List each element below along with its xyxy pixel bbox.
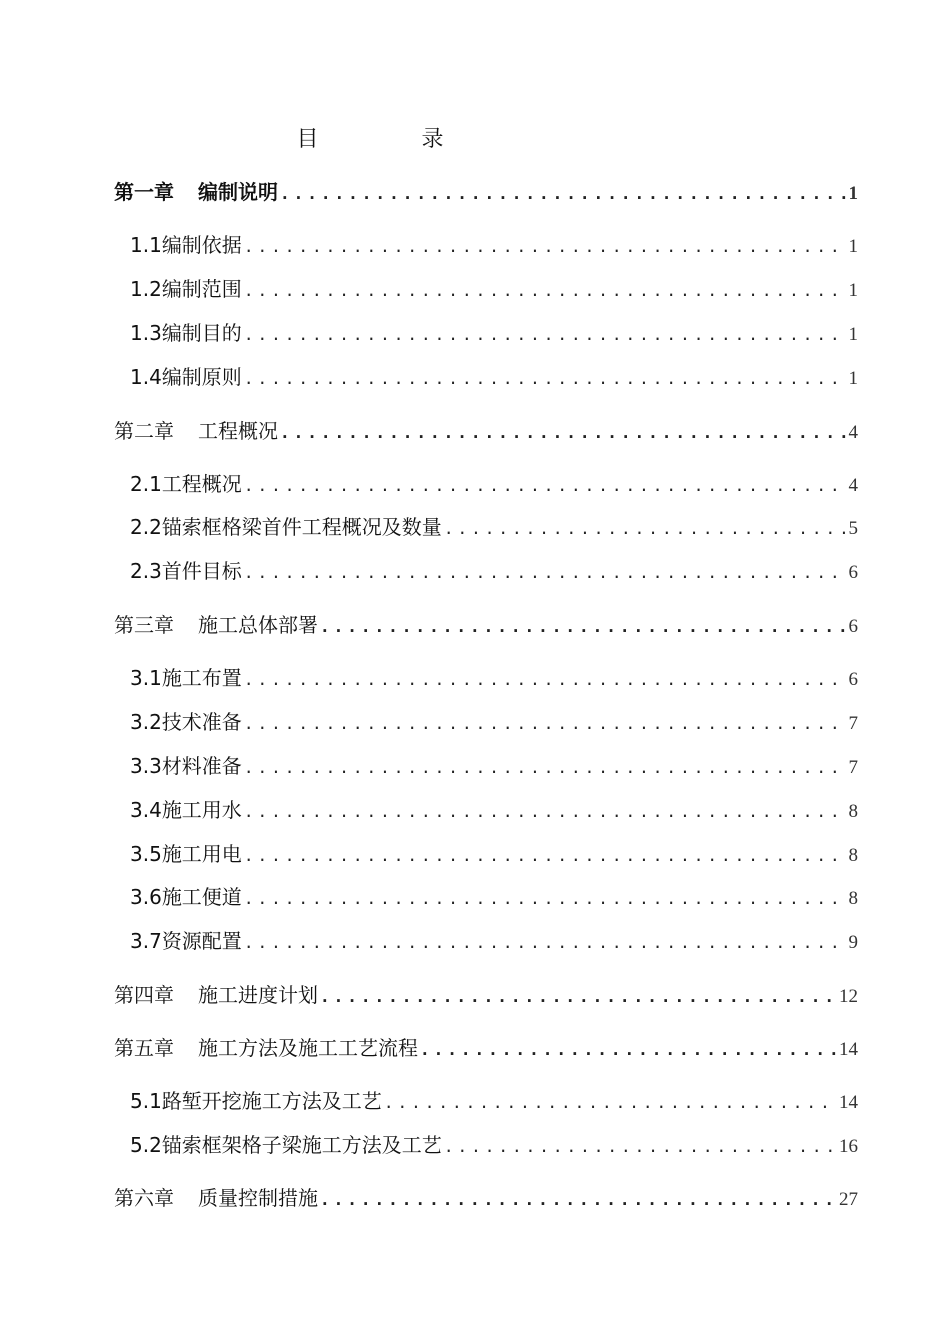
entry-title: 编制说明 — [198, 180, 278, 204]
page-number: 4 — [848, 422, 858, 443]
toc-chapter-entry[interactable] — [114, 416, 858, 446]
toc-section-entry[interactable] — [130, 1130, 858, 1160]
entry-text — [130, 751, 242, 781]
toc-title: 目 录 — [296, 127, 492, 152]
entry-title: 施工用电 — [161, 842, 242, 866]
entry-number: 1.4 — [130, 365, 162, 389]
entry-title: 施工布置 — [161, 666, 242, 690]
toc-chapter-entry[interactable] — [114, 610, 858, 640]
entry-text — [130, 882, 242, 912]
entry-text — [130, 795, 242, 825]
entry-number: 第一章 — [114, 180, 174, 204]
page-number: 8 — [848, 845, 858, 866]
entry-text — [114, 610, 318, 640]
dot-leader — [244, 797, 847, 827]
page-number: 1 — [848, 236, 858, 257]
dot-leader — [244, 665, 847, 695]
entry-text — [130, 362, 242, 392]
entry-title: 锚索框格梁首件工程概况及数量 — [161, 515, 442, 539]
toc-section-entry[interactable] — [130, 926, 858, 956]
entry-title: 资源配置 — [161, 929, 242, 953]
entry-text — [130, 926, 242, 956]
dot-leader — [320, 982, 837, 1012]
page-number: 27 — [839, 1189, 858, 1210]
entry-title: 质量控制措施 — [198, 1186, 318, 1210]
page-number: 1 — [848, 368, 858, 389]
entry-title: 材料准备 — [161, 754, 242, 778]
page-number: 9 — [848, 932, 858, 953]
entry-number: 2.3 — [130, 559, 162, 583]
entry-text — [130, 556, 242, 586]
toc-chapter-entry[interactable] — [114, 1033, 858, 1063]
entry-text — [130, 707, 242, 737]
entry-title: 施工方法及施工工艺流程 — [198, 1036, 418, 1060]
entry-number: 5.2 — [130, 1133, 162, 1157]
entry-text — [130, 318, 242, 348]
dot-leader — [244, 320, 847, 350]
page-number: 1 — [848, 183, 858, 204]
dot-leader — [244, 709, 847, 739]
page-number: 1 — [848, 324, 858, 345]
page-number: 8 — [848, 801, 858, 822]
entry-number: 第五章 — [114, 1036, 174, 1060]
entry-number: 第三章 — [114, 613, 174, 637]
entry-number: 第二章 — [114, 419, 174, 443]
page-number: 5 — [848, 518, 858, 539]
toc-chapter-entry[interactable] — [114, 1183, 858, 1213]
page-number: 1 — [848, 280, 858, 301]
toc-chapter-entry[interactable] — [114, 980, 858, 1010]
entry-text — [130, 839, 242, 869]
entry-number: 2.1 — [130, 472, 162, 496]
dot-leader — [244, 232, 847, 262]
entry-number: 3.7 — [130, 929, 162, 953]
entry-title: 施工用水 — [161, 798, 242, 822]
page-number: 12 — [839, 986, 858, 1007]
page-number: 8 — [848, 888, 858, 909]
entry-number: 3.3 — [130, 754, 162, 778]
entry-text — [114, 416, 278, 446]
dot-leader — [244, 276, 847, 306]
entry-text — [114, 1033, 418, 1063]
entry-text — [130, 1086, 382, 1116]
entry-text — [130, 512, 442, 542]
entry-text — [130, 274, 242, 304]
entry-text — [114, 177, 278, 207]
entry-title: 施工总体部署 — [198, 613, 318, 637]
toc-section-entry[interactable] — [130, 663, 858, 693]
page-number: 16 — [839, 1136, 858, 1157]
toc-section-entry[interactable] — [130, 882, 858, 912]
page-number: 7 — [848, 713, 858, 734]
page-number: 4 — [848, 475, 858, 496]
toc-section-entry[interactable] — [130, 707, 858, 737]
entry-number: 第四章 — [114, 983, 174, 1007]
dot-leader — [280, 179, 847, 209]
entry-title: 工程概况 — [161, 472, 242, 496]
entry-title: 施工便道 — [161, 885, 242, 909]
entry-title: 编制目的 — [161, 321, 242, 345]
entry-number: 3.2 — [130, 710, 162, 734]
dot-leader — [244, 558, 847, 588]
dot-leader — [320, 612, 847, 642]
page-number: 7 — [848, 757, 858, 778]
page-number: 6 — [848, 616, 858, 637]
entry-text — [114, 1183, 318, 1213]
toc-chapter-entry[interactable] — [114, 177, 858, 207]
dot-leader — [420, 1035, 837, 1065]
toc-section-entry[interactable] — [130, 469, 858, 499]
entry-text — [130, 663, 242, 693]
entry-number: 3.6 — [130, 885, 162, 909]
entry-title: 锚索框架格子梁施工方法及工艺 — [161, 1133, 442, 1157]
page-number: 14 — [839, 1092, 858, 1113]
dot-leader — [244, 753, 847, 783]
entry-number: 1.2 — [130, 277, 162, 301]
entry-text — [130, 469, 242, 499]
dot-leader — [244, 471, 847, 501]
dot-leader — [444, 514, 847, 544]
dot-leader — [444, 1132, 837, 1162]
entry-number: 第六章 — [114, 1186, 174, 1210]
dot-leader — [244, 884, 847, 914]
toc-section-entry[interactable] — [130, 274, 858, 304]
toc-section-entry[interactable] — [130, 751, 858, 781]
page-number: 14 — [839, 1039, 858, 1060]
entry-text — [114, 980, 318, 1010]
entry-title: 编制范围 — [161, 277, 242, 301]
toc-section-entry[interactable] — [130, 512, 858, 542]
toc-section-entry[interactable] — [130, 795, 858, 825]
entry-title: 首件目标 — [161, 559, 242, 583]
dot-leader — [244, 928, 847, 958]
toc-section-entry[interactable] — [130, 839, 858, 869]
entry-title: 路堑开挖施工方法及工艺 — [161, 1089, 382, 1113]
entry-number: 3.5 — [130, 842, 162, 866]
entry-title: 编制依据 — [161, 233, 242, 257]
toc-section-entry[interactable] — [130, 318, 858, 348]
dot-leader — [244, 364, 847, 394]
toc-section-entry[interactable] — [130, 556, 858, 586]
entry-number: 1.1 — [130, 233, 162, 257]
entry-number: 3.1 — [130, 666, 162, 690]
entry-title: 编制原则 — [161, 365, 242, 389]
toc-section-entry[interactable] — [130, 362, 858, 392]
page-number: 6 — [848, 669, 858, 690]
dot-leader — [244, 841, 847, 871]
dot-leader — [280, 418, 847, 448]
entry-text — [130, 230, 242, 260]
entry-number: 2.2 — [130, 515, 162, 539]
entry-number: 5.1 — [130, 1089, 162, 1113]
entry-title: 工程概况 — [198, 419, 278, 443]
dot-leader — [384, 1088, 837, 1118]
entry-title: 技术准备 — [161, 710, 242, 734]
entry-text — [130, 1130, 442, 1160]
page-number: 6 — [848, 562, 858, 583]
entry-number: 3.4 — [130, 798, 162, 822]
entry-number: 1.3 — [130, 321, 162, 345]
toc-section-entry[interactable] — [130, 1086, 858, 1116]
entry-title: 施工进度计划 — [198, 983, 318, 1007]
dot-leader — [320, 1185, 837, 1215]
toc-section-entry[interactable] — [130, 230, 858, 260]
